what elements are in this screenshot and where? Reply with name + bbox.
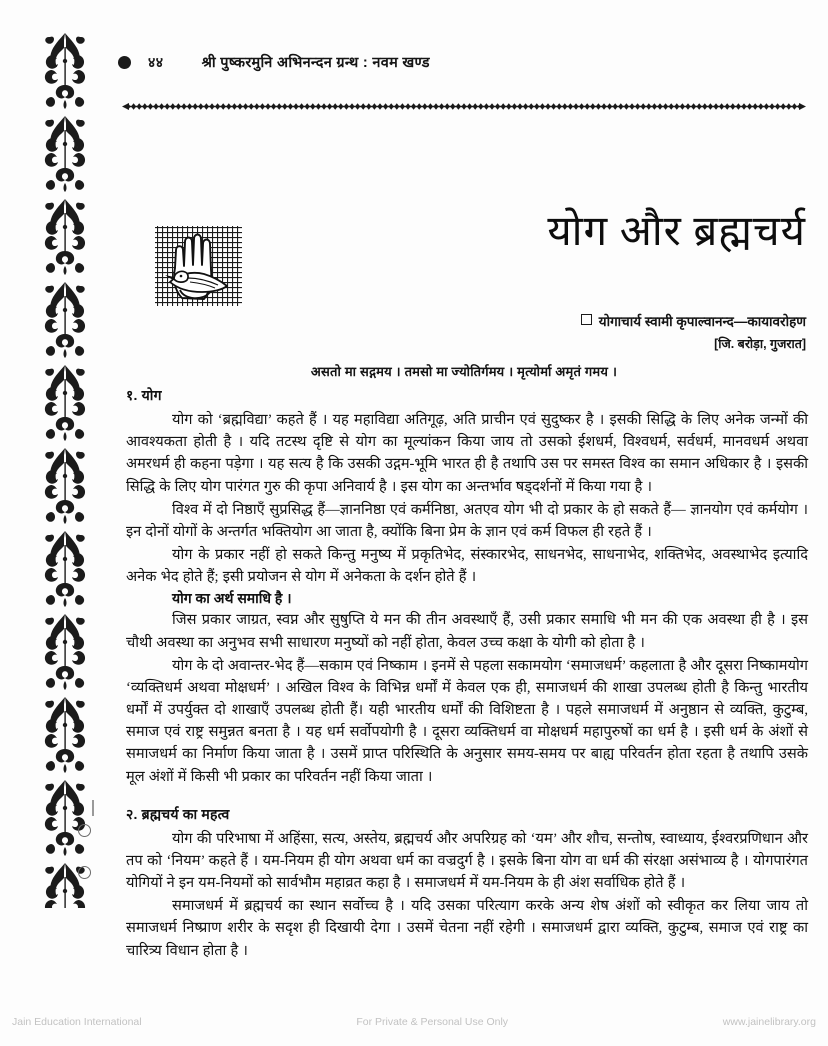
margin-hole-punch [78, 824, 91, 837]
bullet-dot-icon [118, 56, 131, 69]
running-title: श्री पुष्करमुनि अभिनन्दन ग्रन्थ : नवम खण्ड [201, 55, 430, 71]
hand-with-dove-emblem [152, 222, 245, 310]
paragraph: जिस प्रकार जाग्रत, स्वप्न और सुषुप्ति ये मन की तीन अवस्थाएँ हैं, उसी प्रकार समाधि भी मन की एक अवस्था ही है । इस चौथी अवस्था का अनुभव सभी साधारण मनुष्यों को नहीं होता, केवल उच्च कक्षा के योगी को होता है । [126, 612, 808, 651]
paragraph: योग के दो अवान्तर-भेद हैं—सकाम एवं निष्काम । इनमें से पहला सकामयोग ‘समाजधर्म’ कहलाता है और दूसरा निष्कामयोग ‘व्यक्तिधर्म अथवा मोक्षधर्म’ । अखिल विश्व के विभिन्न धर्मों में केवल एक ही, समाजधर्म की शाखा उपलब्ध होती है किन्तु भारतीय धर्मों में उपर्युक्त दो शाखाएँ उपलब्ध होती हैं। यही भारतीय धर्मों की विशिष्टता है । पहले समाजधर्म में अनुष्ठान से व्यक्ति, कुटुम्ब, समाज एवं राष्ट्र समुन्नत बनता है । यह धर्म सर्वोपयोगी है । दूसरा व्यक्तिधर्म वा मोक्षधर्म महापुरुषों का धर्म है । इसी धर्म के अंशों से समाजधर्म का निर्माण किया जाता है । उसमें प्राप्त परिस्थिति के अनुसार समय-समय पर बाह्य परिवर्तन होता रहता है तथापि उसके मूल अंशों में किसी भी प्रकार का परिवर्तन नहीं किया जाता । [126, 657, 808, 785]
section-heading-1: १. योग [126, 387, 162, 403]
page-footer [0, 1016, 828, 1028]
section-heading-2: २. ब्रह्मचर्य का महत्व [126, 805, 230, 822]
border-ornament-motif [42, 28, 88, 111]
border-ornament-motif [42, 526, 88, 609]
square-marker-icon [581, 314, 592, 325]
emphasised-statement: योग का अर्थ समाधि है । [172, 590, 292, 607]
border-ornament-motif [42, 692, 88, 775]
border-ornament-motif [42, 194, 88, 277]
decorative-border-strip [42, 28, 88, 908]
article-body [126, 386, 808, 963]
margin-hole-punch [78, 866, 91, 879]
footer-right-link[interactable]: www.jainelibrary.org [722, 1016, 816, 1028]
footer-center-text: For Private & Personal Use Only [356, 1016, 509, 1028]
paragraph: योग के प्रकार नहीं हो सकते किन्तु मनुष्य में प्रकृतिभेद, संस्कारभेद, साधनभेद, साधनाभेद, शक्तिभेद, अवस्थाभेद इत्यादि अनेक भेद होते हैं; इसी प्रयोजन से योग में अनेकता के दर्शन होते हैं । [126, 547, 808, 586]
byline-place: [जि. बरोड़ा, गुजरात] [714, 336, 806, 351]
paragraph: योग को ‘ब्रह्मविद्या’ कहते हैं । यह महाविद्या अतिगूढ़, अति प्राचीन एवं सुदुष्कर है । इसकी सिद्धि के लिए अनेक जन्मों की आवश्यकता होती है । यदि तटस्थ दृष्टि से योग का मूल्यांकन किया जाय तो उसको ईशधर्म, विश्वधर्म, सर्वधर्म, मानवधर्म अथवा अमरधर्म ही कहना पड़ेगा । यह सत्य है कि उसकी उद्गम-भूमि भारत ही है तथापि उस पर समस्त विश्व का समान अधिकार है । इसकी सिद्धि के लिए योग पारंगत गुरु की कृपा अनिवार्य है । इस योग का अन्तर्भाव षड्दर्शनों में किया गया है । [126, 412, 808, 495]
page-number: ४४ [148, 53, 164, 70]
border-ornament-motif [42, 609, 88, 692]
border-ornament-motif [42, 775, 88, 858]
paragraph: योग की परिभाषा में अहिंसा, सत्य, अस्तेय, ब्रह्मचर्य और अपरिग्रह को ‘यम’ और शौच, सन्तोष, स्वाध्याय, ईश्वरप्रणिधान और तप को ‘नियम’ कहते हैं । यम-नियम ही योग अथवा धर्म का वज्रदुर्ग है । इसके बिना योग वा धर्म की संरक्षा असंभाव्य है । योगपारंगत योगियों ने इन यम-नियमों को सार्वभौम महाव्रत कहा है । समाजधर्म में यम-नियम के ही अंश सर्वाधिक होते हैं । [126, 830, 808, 892]
border-ornament-motif [42, 277, 88, 360]
border-ornament-motif [42, 443, 88, 526]
paragraph: समाजधर्म में ब्रह्मचर्य का स्थान सर्वोच्च है । यदि उसका परित्याग करके अन्य शेष अंशों को स्वीकृत कर लिया जाय तो समाजधर्म निष्प्राण शरीर के सदृश ही दिखायी देगा । उसमें चेतना नहीं रहेगी । समाजधर्म द्वारा व्यक्ति, कुटुम्ब, समाज एवं राष्ट्र का चारित्र्य विधान होता है । [126, 898, 808, 959]
byline [300, 312, 806, 354]
border-ornament-motif [42, 360, 88, 443]
epigraph: असतो मा सद्गमय । तमसो मा ज्योतिर्गमय । मृत्योर्मा अमृतं गमय । [310, 364, 618, 379]
byline-author: योगाचार्य स्वामी कृपाल्वानन्द—कायावरोहण [598, 314, 806, 329]
decorative-horizontal-rule [122, 98, 806, 107]
page-header [118, 52, 808, 72]
paragraph: विश्व में दो निष्ठाएँ सुप्रसिद्ध हैं—ज्ञाननिष्ठा एवं कर्मनिष्ठा, अतएव योग भी दो प्रकार के हो सकते हैं— ज्ञानयोग एवं कर्मयोग । इन दोनों योगों के अन्तर्गत भक्तियोग आ जाता है, क्योंकि बिना प्रेम के ज्ञान एवं कर्म विफल ही रहते हैं । [126, 501, 808, 540]
article-title: योग और ब्रह्मचर्य [547, 209, 806, 255]
margin-tick [92, 800, 94, 816]
footer-left-text: Jain Education International [12, 1016, 142, 1028]
border-ornament-motif [42, 111, 88, 194]
